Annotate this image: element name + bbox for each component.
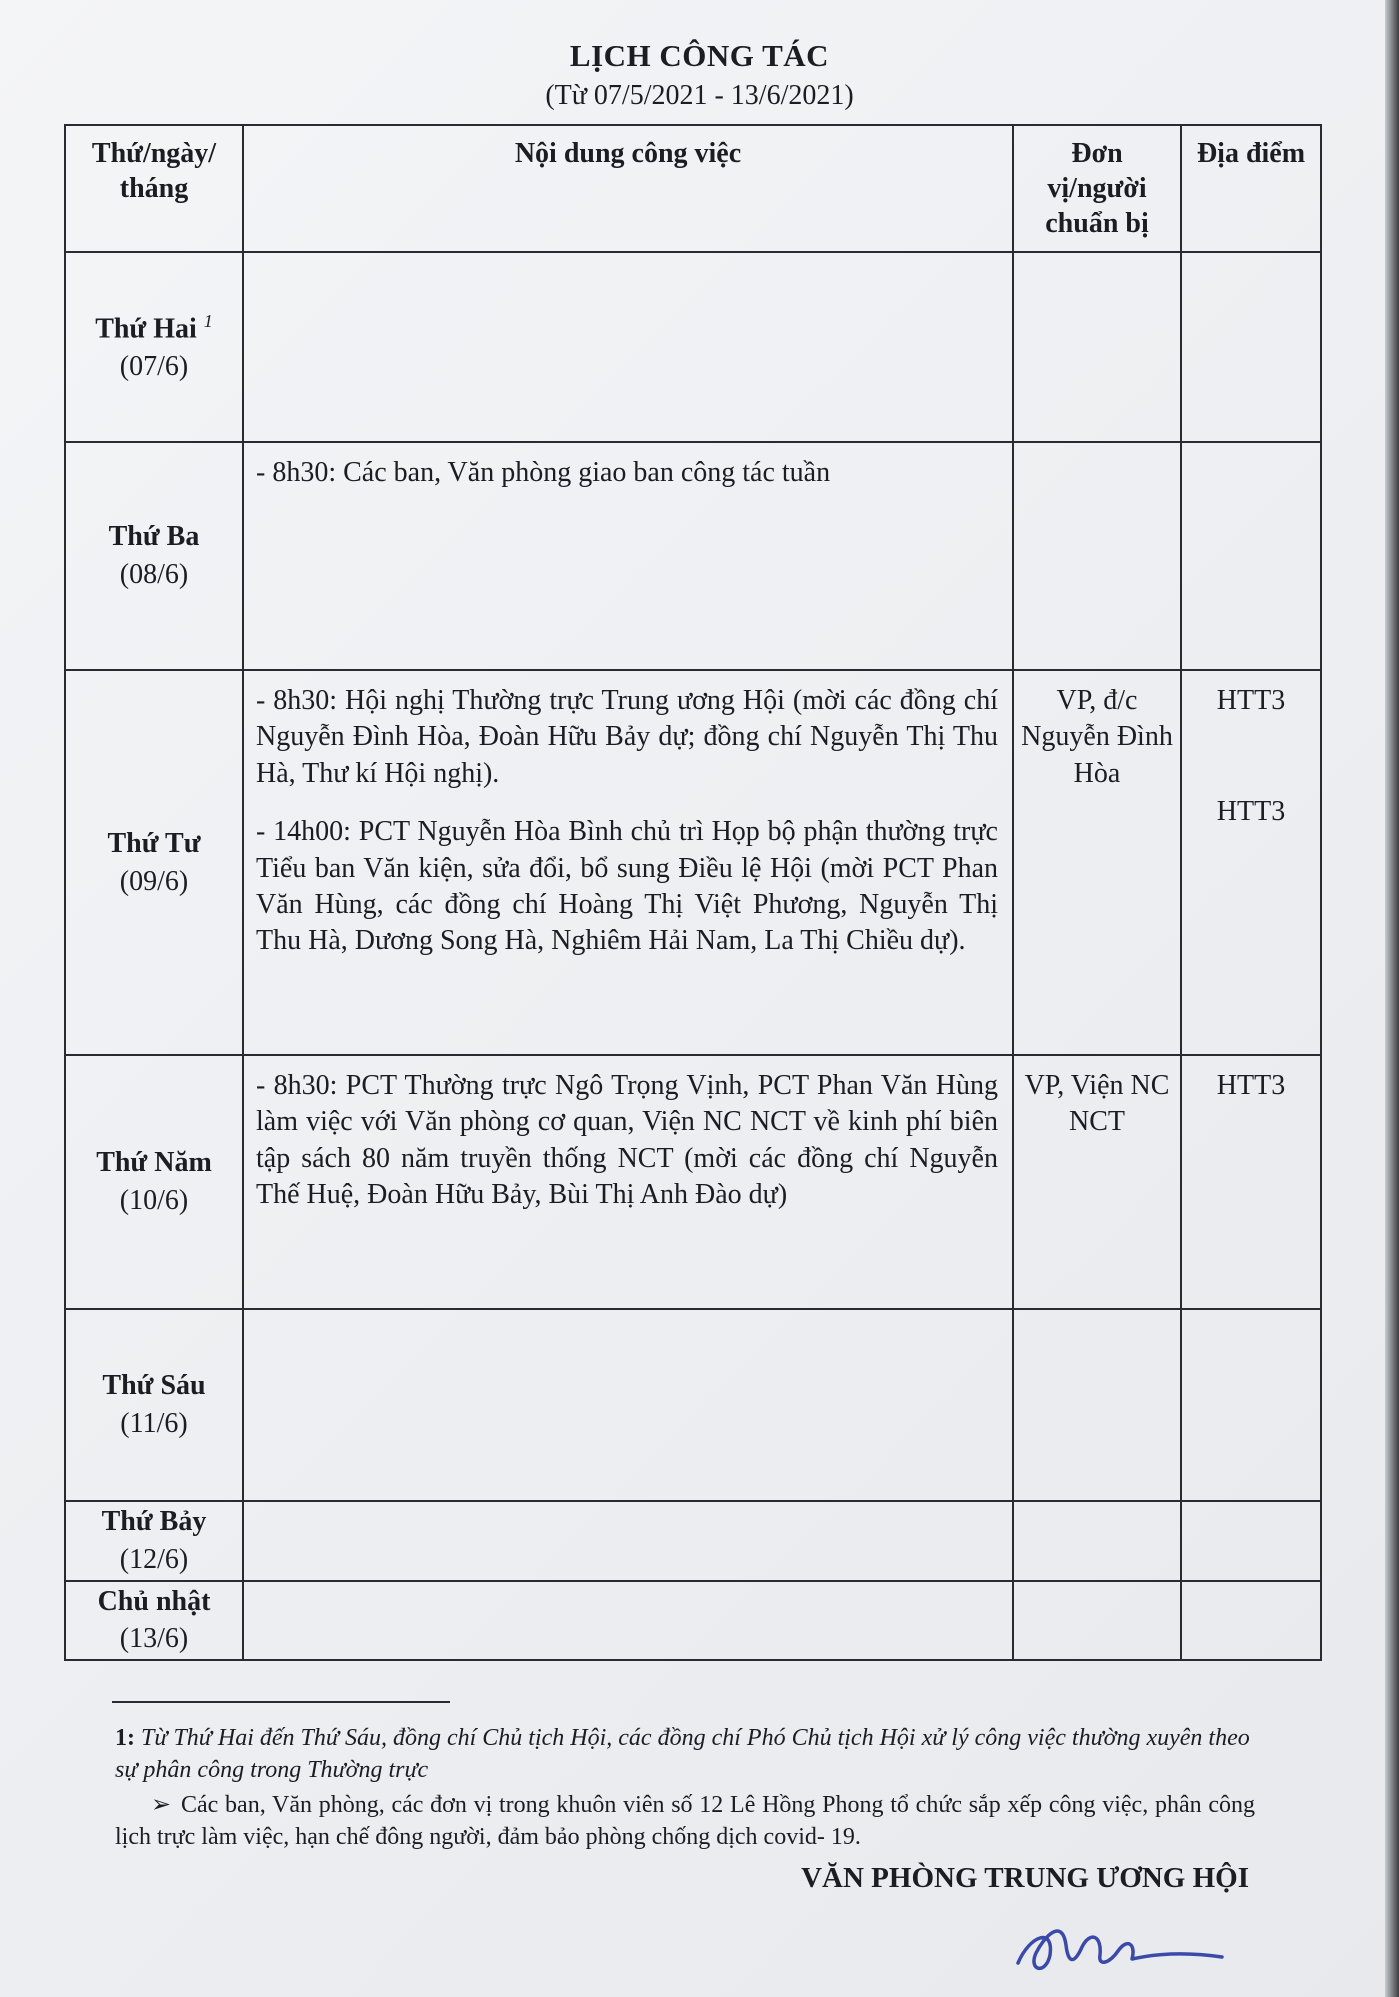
notice-text: Các ban, Văn phòng, các đơn vị trong khuôn viên số 12 Lê Hồng Phong tổ chức sắp xếp công việc, phân công lịch trực làm việc, hạn chế đông người, đảm bảo phòng chống dịch covid- 19. <box>115 1791 1255 1851</box>
day-date: (12/6) <box>119 1543 189 1575</box>
place-cell <box>1181 670 1321 1055</box>
day-date: (08/6) <box>119 559 189 590</box>
place-cell <box>1181 442 1321 670</box>
signature-mark <box>1010 1905 1230 1983</box>
place-value: HTT3 <box>1216 796 1286 828</box>
header-row <box>65 125 1321 252</box>
day-date: (13/6) <box>119 1623 189 1655</box>
header-unit: Đơn vị/người chuẩn bị <box>1013 125 1181 252</box>
table-row <box>65 442 1321 670</box>
header-place: Địa điểm <box>1181 125 1321 252</box>
photo-edge-shadow <box>1385 0 1399 1997</box>
notice-item <box>115 1789 1255 1854</box>
table-row <box>65 1309 1321 1501</box>
place-cell <box>1181 1581 1321 1661</box>
day-name: Chủ nhật <box>97 1585 211 1617</box>
table-row <box>65 670 1321 1055</box>
footnote-reference: 1 <box>203 310 213 331</box>
day-cell <box>65 670 243 1055</box>
place-value: HTT3 <box>1216 1070 1286 1101</box>
day-name: Thứ Bảy <box>101 1506 207 1537</box>
footnote-mark: 1: <box>115 1725 135 1751</box>
unit-cell: VP, đ/c Nguyễn Đình Hòa <box>1013 670 1181 1055</box>
day-cell <box>65 1581 243 1661</box>
day-cell <box>65 1055 243 1309</box>
footnote <box>115 1722 1255 1854</box>
table-row <box>65 252 1321 442</box>
day-date: (11/6) <box>120 1408 188 1439</box>
content-cell <box>243 1581 1013 1661</box>
footnote-text: Từ Thứ Hai đến Thứ Sáu, đồng chí Chủ tịch Hội, các đồng chí Phó Chủ tịch Hội xử lý công việc thường xuyên theo sự phân công trong Thường trực <box>115 1725 1250 1784</box>
day-date: (07/6) <box>119 350 189 382</box>
content-cell <box>243 1501 1013 1581</box>
unit-cell <box>1013 1309 1181 1501</box>
day-cell <box>65 1309 243 1501</box>
day-cell <box>65 442 243 670</box>
place-cell <box>1181 1309 1321 1501</box>
header-content: Nội dung công việc <box>243 125 1013 252</box>
document-date-range: (Từ 07/5/2021 - 13/6/2021) <box>545 80 854 111</box>
table-row <box>65 1055 1321 1309</box>
day-cell <box>65 252 243 442</box>
day-date: (09/6) <box>119 865 189 897</box>
task-item: - 8h30: Hội nghị Thường trực Trung ương Hội (mời các đồng chí Nguyễn Đình Hòa, Đoàn Hữu Bảy dự; đồng chí Nguyễn Thị Thu Hà, Thư kí Hội nghị). <box>256 685 998 789</box>
day-name: Thứ Ba <box>108 521 200 553</box>
task-item: - 8h30: PCT Thường trực Ngô Trọng Vịnh, PCT Phan Văn Hùng làm việc với Văn phòng cơ quan, Viện NC NCT về kinh phí biên tập sách 80 năm truyền thống NCT (mời các đồng chí Nguyễn Thế Huệ, Đoàn Hữu Bảy, Bùi Thị Anh Đào dự) <box>256 1070 998 1211</box>
unit-cell <box>1013 252 1181 442</box>
content-cell <box>243 1309 1013 1501</box>
day-name: Thứ Năm <box>96 1147 212 1179</box>
unit-cell <box>1013 1501 1181 1581</box>
footnote-divider <box>112 1701 450 1703</box>
content-cell <box>243 442 1013 670</box>
unit-cell <box>1013 442 1181 670</box>
content-cell <box>243 670 1013 1055</box>
table-row <box>65 1581 1321 1661</box>
place-value: HTT3 <box>1216 685 1286 716</box>
arrow-bullet-icon: ➢ <box>151 1791 172 1818</box>
unit-cell: VP, Viện NC NCT <box>1013 1055 1181 1309</box>
task-item: - 8h30: Các ban, Văn phòng giao ban công tác tuần <box>256 457 831 488</box>
header-day: Thứ/ngày/ tháng <box>65 125 243 252</box>
day-name: Thứ Sáu <box>102 1370 206 1402</box>
day-name: Thứ Tư <box>107 827 201 859</box>
day-date: (10/6) <box>119 1185 189 1216</box>
table-row <box>65 1501 1321 1581</box>
issuing-office: VĂN PHÒNG TRUNG ƯƠNG HỘI <box>801 1862 1249 1894</box>
place-cell <box>1181 1055 1321 1309</box>
content-cell <box>243 252 1013 442</box>
day-cell <box>65 1501 243 1581</box>
place-cell <box>1181 1501 1321 1581</box>
content-cell <box>243 1055 1013 1309</box>
day-name: Thứ Hai <box>95 312 197 344</box>
task-item: - 14h00: PCT Nguyễn Hòa Bình chủ trì Họp bộ phận thường trực Tiểu ban Văn kiện, sửa đổi, bổ sung Điều lệ Hội (mời PCT Phan Văn Hùng, các đồng chí Hoàng Thị Việt Phương, Nguyễn Thị Thu Hà, Dương Song Hà, Nghiêm Hải Nam, La Thị Chiều dự). <box>256 816 998 957</box>
unit-cell <box>1013 1581 1181 1661</box>
place-cell <box>1181 252 1321 442</box>
document-title: LỊCH CÔNG TÁC <box>569 38 830 73</box>
schedule-table <box>64 124 1322 1661</box>
